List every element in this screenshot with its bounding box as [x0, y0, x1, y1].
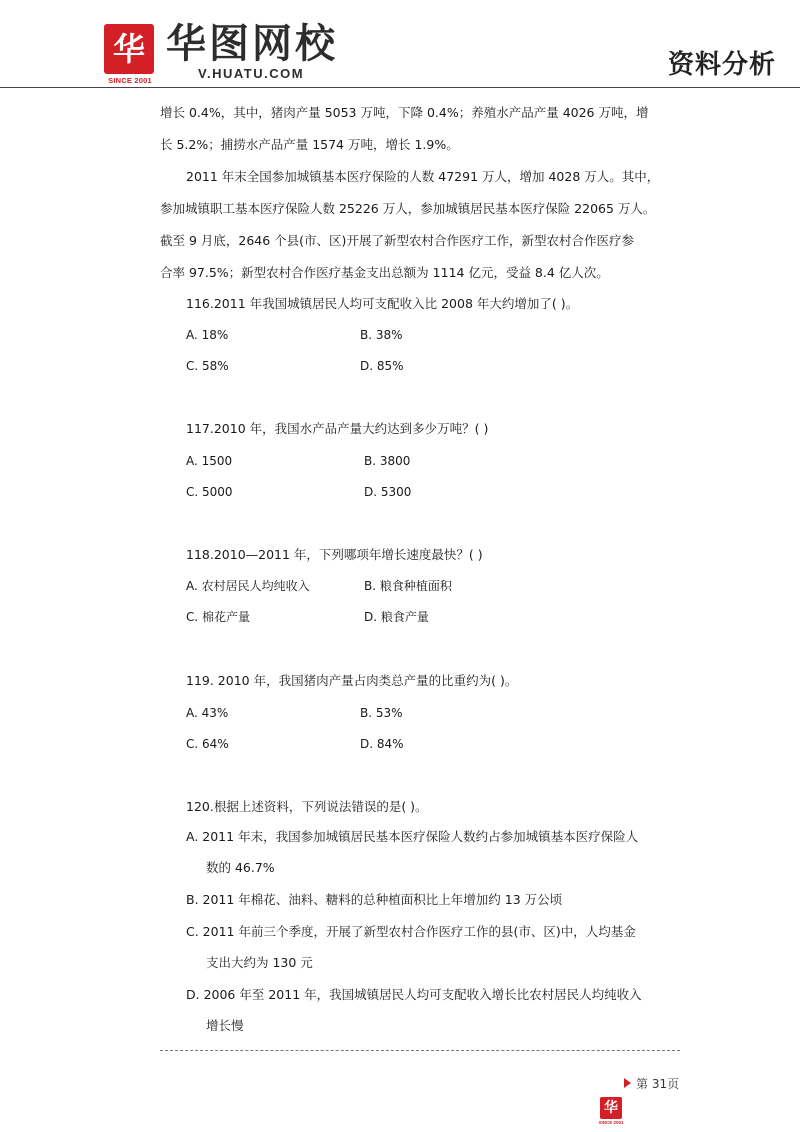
passage-line: 长 5.2%；捕捞水产品产量 1574 万吨，增长 1.9%。 [160, 137, 459, 152]
question-option: D. 粮食产量 [364, 610, 429, 624]
page-number: 第 31页 [636, 1077, 680, 1091]
question-stem: 116.2011 年我国城镇居民人均可支配收入比 2008 年大约增加了( )。 [186, 296, 579, 311]
footer-logo-icon [600, 1097, 622, 1119]
passage-line: 增长 0.4%，其中，猪肉产量 5053 万吨，下降 0.4%；养殖水产品产量 4026 万吨，增 [160, 105, 649, 120]
question-option: B. 2011 年棉花、油料、糖料的总种植面积比上年增加约 13 万公顷 [186, 892, 563, 907]
question-option-continued: 支出大约为 130 元 [206, 955, 313, 970]
passage-line: 2011 年末全国参加城镇基本医疗保险的人数 47291 万人，增加 4028 万人。其中， [186, 169, 660, 184]
logo-since-text: SINCE 2001 [108, 76, 152, 85]
logo-mark: 华 [112, 30, 145, 68]
question-option: B. 38% [360, 328, 403, 342]
footer-since-text: SINCE 2001 [598, 1120, 624, 1125]
page-arrow-icon [624, 1078, 631, 1088]
question-option: B. 3800 [364, 454, 411, 468]
question-option: D. 84% [360, 737, 404, 751]
brand-url: V.HUATU.COM [198, 66, 305, 81]
question-option: B. 53% [360, 706, 403, 720]
passage-line: 截至 9 月底，2646 个县(市、区)开展了新型农村合作医疗工作，新型农村合作医疗参 [160, 233, 634, 248]
question-option: A. 农村居民人均纯收入 [186, 579, 310, 593]
question-option: D. 85% [360, 359, 404, 373]
question-stem: 117.2010 年，我国水产品产量大约达到多少万吨？( ) [186, 421, 489, 436]
question-option: C. 58% [186, 359, 229, 373]
question-option-continued: 数的 46.7% [206, 860, 275, 875]
question-option: A. 1500 [186, 454, 233, 468]
question-option: D. 5300 [364, 485, 412, 499]
question-option: D. 2006 年至 2011 年，我国城镇居民人均可支配收入增长比农村居民人均纯收入 [186, 987, 642, 1002]
question-stem: 119. 2010 年，我国猪肉产量占肉类总产量的比重约为( )。 [186, 673, 518, 688]
question-option: C. 棉花产量 [186, 610, 251, 624]
question-option: C. 2011 年前三个季度，开展了新型农村合作医疗工作的县(市、区)中，人均基金 [186, 924, 636, 939]
question-option: C. 64% [186, 737, 229, 751]
question-stem: 120.根据上述资料，下列说法错误的是( )。 [186, 799, 428, 814]
footer-divider [160, 1050, 680, 1051]
brand-name: 华图网校 [166, 21, 338, 67]
question-option: A. 18% [186, 328, 229, 342]
question-option: A. 2011 年末，我国参加城镇居民基本医疗保险人数约占参加城镇基本医疗保险人 [186, 829, 639, 844]
footer-logo-mark: 华 [604, 1100, 618, 1116]
question-stem: 118.2010—2011 年，下列哪项年增长速度最快？( ) [186, 547, 483, 562]
question-option: C. 5000 [186, 485, 233, 499]
question-option: B. 粮食种植面积 [364, 579, 452, 593]
question-option: A. 43% [186, 706, 229, 720]
section-title: 资料分析 [667, 50, 776, 80]
question-option-continued: 增长慢 [206, 1018, 244, 1033]
passage-line: 合率 97.5%；新型农村合作医疗基金支出总额为 1114 亿元，受益 8.4 亿人次。 [160, 265, 609, 280]
passage-line: 参加城镇职工基本医疗保险人数 25226 万人，参加城镇居民基本医疗保险 22065 万人。 [160, 201, 656, 216]
